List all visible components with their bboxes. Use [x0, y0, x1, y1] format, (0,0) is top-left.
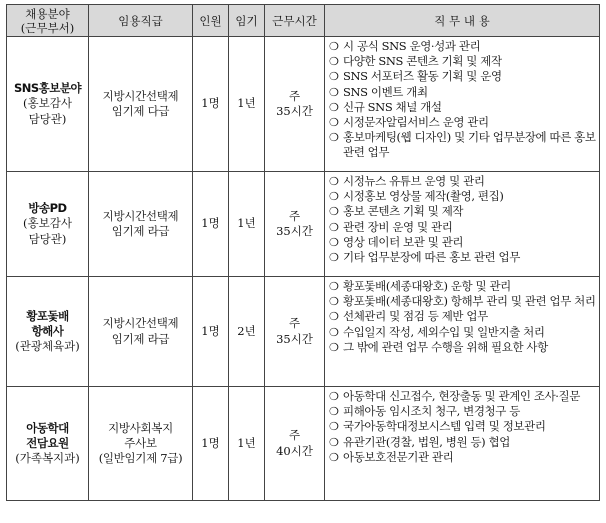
duty-text: 아동학대 신고접수, 현장출동 및 관계인 조사·질문 [343, 389, 580, 403]
duties-cell [325, 277, 600, 387]
work-hours: 주 [288, 208, 301, 223]
term-cell: 2년 [229, 277, 265, 387]
bullet-icon: ❍ [329, 70, 339, 84]
bullet-icon: ❍ [329, 251, 339, 265]
table-row [7, 172, 600, 277]
field-name: SNS홍보분야 [13, 81, 82, 96]
bullet-icon: ❍ [329, 205, 339, 219]
hours-cell [265, 37, 325, 172]
duty-item [329, 69, 597, 84]
bullet-icon: ❍ [329, 325, 339, 339]
duty-item [329, 450, 597, 465]
bullet-icon: ❍ [329, 280, 339, 293]
duties-list [329, 279, 597, 355]
duty-item [329, 54, 597, 69]
duties-cell [325, 37, 600, 172]
bullet-icon: ❍ [329, 235, 339, 249]
field-cell [7, 387, 89, 501]
hours-cell [265, 277, 325, 387]
position-grade: 지방시간선택제 [102, 88, 179, 103]
header-term: 임기 [229, 5, 265, 37]
bullet-icon: ❍ [329, 420, 339, 434]
field-cell [7, 37, 89, 172]
bullet-icon: ❍ [329, 40, 339, 53]
duty-text: 선체관리 및 점검 등 제반 업무 [343, 309, 488, 324]
count-cell: 1명 [193, 387, 229, 501]
bullet-icon: ❍ [329, 55, 339, 69]
duty-text: 수입일지 작성, 세외수입 및 일반지출 처리 [343, 324, 545, 339]
bullet-icon: ❍ [329, 175, 339, 188]
position-grade: 지방시간선택제 [102, 208, 179, 223]
duty-text: 시정문자알림서비스 운영 관리 [343, 115, 489, 130]
bullet-icon: ❍ [329, 390, 339, 403]
bullet-icon: ❍ [329, 220, 339, 234]
duty-text: 국가아동학대정보시스템 입력 및 정보관리 [343, 419, 546, 434]
bullet-icon: ❍ [329, 190, 339, 204]
field-name: 항해사 [31, 323, 64, 338]
term-cell: 1년 [229, 172, 265, 277]
duty-item [329, 250, 597, 265]
duty-item [329, 115, 597, 130]
duty-item [329, 404, 597, 419]
position-cell [89, 172, 193, 277]
department-name: 담당관) [28, 231, 67, 246]
bullet-icon: ❍ [329, 340, 339, 354]
table-row [7, 387, 600, 501]
duty-text: 황포돛배(세종대왕호) 운항 및 관리 [343, 279, 511, 293]
duty-text: 시 공식 SNS 운영·성과 관리 [343, 39, 481, 53]
duty-text: SNS 서포터즈 활동 기획 및 운영 [343, 69, 502, 84]
count-cell: 1명 [193, 172, 229, 277]
work-hours: 35시간 [276, 331, 313, 346]
work-hours: 35시간 [276, 224, 313, 238]
field-name: 황포돛배 [26, 308, 69, 323]
bullet-icon: ❍ [329, 295, 339, 309]
duty-item [329, 220, 597, 235]
duty-item [329, 325, 597, 340]
position-grade: 임기제 라급 [111, 331, 170, 346]
field-cell [7, 277, 89, 387]
duty-text: 신규 SNS 채널 개설 [343, 99, 442, 114]
hours-cell [265, 172, 325, 277]
field-cell [7, 172, 89, 277]
bullet-icon: ❍ [329, 435, 339, 449]
work-hours: 주 [288, 428, 301, 443]
header-duties: 직 무 내 용 [325, 5, 600, 37]
duty-item [329, 340, 597, 355]
hours-cell [265, 387, 325, 501]
work-hours: 40시간 [276, 443, 313, 458]
table-row [7, 37, 600, 172]
work-hours: 주 [288, 88, 301, 103]
duty-item [329, 39, 597, 54]
field-name: 전담요원 [26, 435, 69, 450]
duties-list [329, 39, 597, 161]
department-name: 담당관) [28, 111, 67, 126]
department-name: (가족복지과) [15, 451, 80, 466]
duty-text: 관련 장비 운영 및 관리 [343, 219, 453, 234]
position-cell [89, 277, 193, 387]
duty-text: 유관기관(경찰, 법원, 병원 등) 협업 [343, 434, 510, 449]
duty-item [329, 174, 597, 189]
position-grade: 지방시간선택제 [102, 316, 179, 331]
position-cell [89, 387, 193, 501]
duty-text: 영상 데이터 보관 및 관리 [343, 234, 464, 249]
duty-item [329, 309, 597, 324]
duty-item [329, 279, 597, 294]
header-hours: 근무시간 [265, 5, 325, 37]
count-cell: 1명 [193, 277, 229, 387]
bullet-icon: ❍ [329, 131, 339, 145]
header-count: 인원 [193, 5, 229, 37]
duty-text: 황포돛배(세종대왕호) 항해부 관리 및 관련 업무 처리 [343, 294, 596, 309]
bullet-icon: ❍ [329, 450, 339, 464]
position-grade: (일반임기제 7급) [98, 451, 183, 466]
duties-list [329, 389, 597, 465]
bullet-icon: ❍ [329, 100, 339, 114]
duties-list [329, 174, 597, 265]
header-position: 임용직급 [89, 5, 193, 37]
department-name: (관광체육과) [15, 339, 80, 354]
duty-text: 아동보호전문기관 관리 [343, 449, 454, 464]
bullet-icon: ❍ [329, 116, 339, 130]
field-name: 방송PD [28, 201, 67, 216]
duty-item [329, 294, 597, 309]
position-cell [89, 37, 193, 172]
duty-item [329, 204, 597, 219]
duty-text: 시정홍보 영상물 제작(촬영, 편집) [343, 189, 504, 204]
duty-item [329, 85, 597, 100]
work-hours: 주 [288, 316, 301, 331]
term-cell: 1년 [229, 387, 265, 501]
bullet-icon: ❍ [329, 85, 339, 99]
duty-text: 기타 업무분장에 따른 홍보 관련 업무 [343, 250, 520, 265]
table-row [7, 277, 600, 387]
position-grade: 지방사회복지 [108, 420, 173, 435]
duty-text: 시정뉴스 유튜브 운영 및 관리 [343, 174, 485, 188]
department-name: (홍보감사 [23, 96, 72, 111]
duties-cell [325, 172, 600, 277]
position-grade: 주사보 [124, 435, 157, 450]
duty-item [329, 130, 597, 160]
recruitment-table [6, 4, 600, 501]
duty-item [329, 235, 597, 250]
duty-item [329, 389, 597, 404]
field-name: 아동학대 [26, 420, 69, 435]
duty-item [329, 435, 597, 450]
work-hours: 35시간 [276, 104, 313, 118]
header-field: 채용분야 (근무부서) [7, 5, 89, 37]
duty-text: 홍보 콘텐츠 기획 및 제작 [343, 204, 464, 219]
duty-item [329, 189, 597, 204]
count-cell: 1명 [193, 37, 229, 172]
duty-text: 홍보마케팅(웹 디자인) 및 기타 업무분장에 따른 홍보 관련 업무 [343, 130, 596, 160]
duty-text: 다양한 SNS 콘텐츠 기획 및 제작 [343, 54, 502, 69]
term-cell: 1년 [229, 37, 265, 172]
duty-item [329, 419, 597, 434]
department-name: (홍보감사 [23, 216, 72, 231]
duty-text: SNS 이벤트 개최 [343, 84, 428, 99]
position-grade: 임기제 다급 [111, 104, 170, 118]
header-row [7, 5, 600, 37]
duty-text: 그 밖에 관련 업무 수행을 위해 필요한 사항 [343, 339, 548, 354]
bullet-icon: ❍ [329, 405, 339, 419]
duties-cell [325, 387, 600, 501]
duty-item [329, 100, 597, 115]
position-grade: 임기제 라급 [111, 224, 170, 238]
duty-text: 피해아동 임시조치 청구, 변경청구 등 [343, 404, 520, 419]
bullet-icon: ❍ [329, 310, 339, 324]
